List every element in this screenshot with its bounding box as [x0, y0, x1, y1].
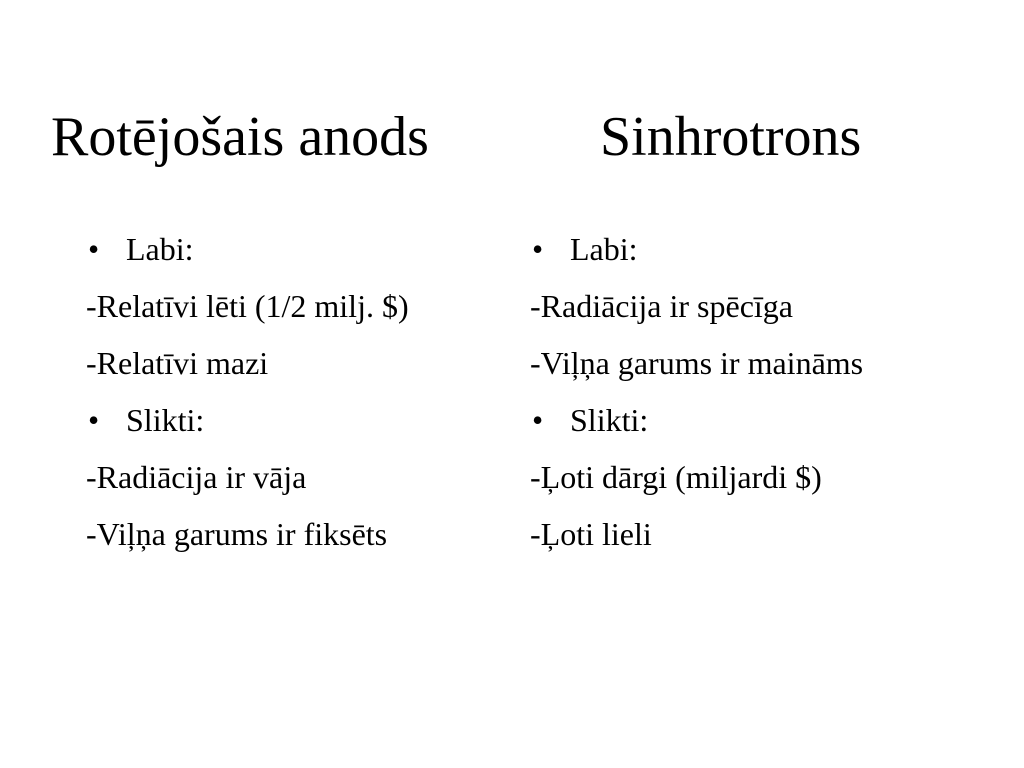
left-bad-heading [86, 401, 516, 439]
left-good-heading [86, 230, 516, 268]
left-bad-item: -Viļņa garums ir fiksēts [86, 516, 388, 552]
bullet-icon: • [88, 231, 100, 267]
bullet-icon: • [88, 402, 100, 438]
right-bad-heading-label: Slikti: [570, 402, 649, 438]
right-good-heading [530, 230, 930, 268]
right-good-item: -Viļņa garums ir maināms [530, 345, 864, 381]
left-good-heading-label: Labi: [126, 231, 194, 267]
left-good-item: -Relatīvi mazi [86, 345, 269, 381]
bullet-icon: • [532, 231, 544, 267]
slide-title-rotating-anode: Rotējošais anods [51, 106, 429, 168]
left-good-item: -Relatīvi lēti (1/2 milj. $) [86, 288, 409, 324]
right-bad-item: -Ļoti dārgi (miljardi $) [530, 459, 822, 495]
left-bad-heading-label: Slikti: [126, 402, 205, 438]
left-column-list [86, 230, 516, 572]
right-bad-heading [530, 401, 930, 439]
right-good-item: -Radiācija ir spēcīga [530, 288, 793, 324]
bullet-icon: • [532, 402, 544, 438]
left-bad-item: -Radiācija ir vāja [86, 459, 307, 495]
slide-title-synchrotron: Sinhrotrons [600, 106, 862, 168]
right-column-list [530, 230, 930, 572]
right-bad-item: -Ļoti lieli [530, 516, 652, 552]
right-good-heading-label: Labi: [570, 231, 638, 267]
